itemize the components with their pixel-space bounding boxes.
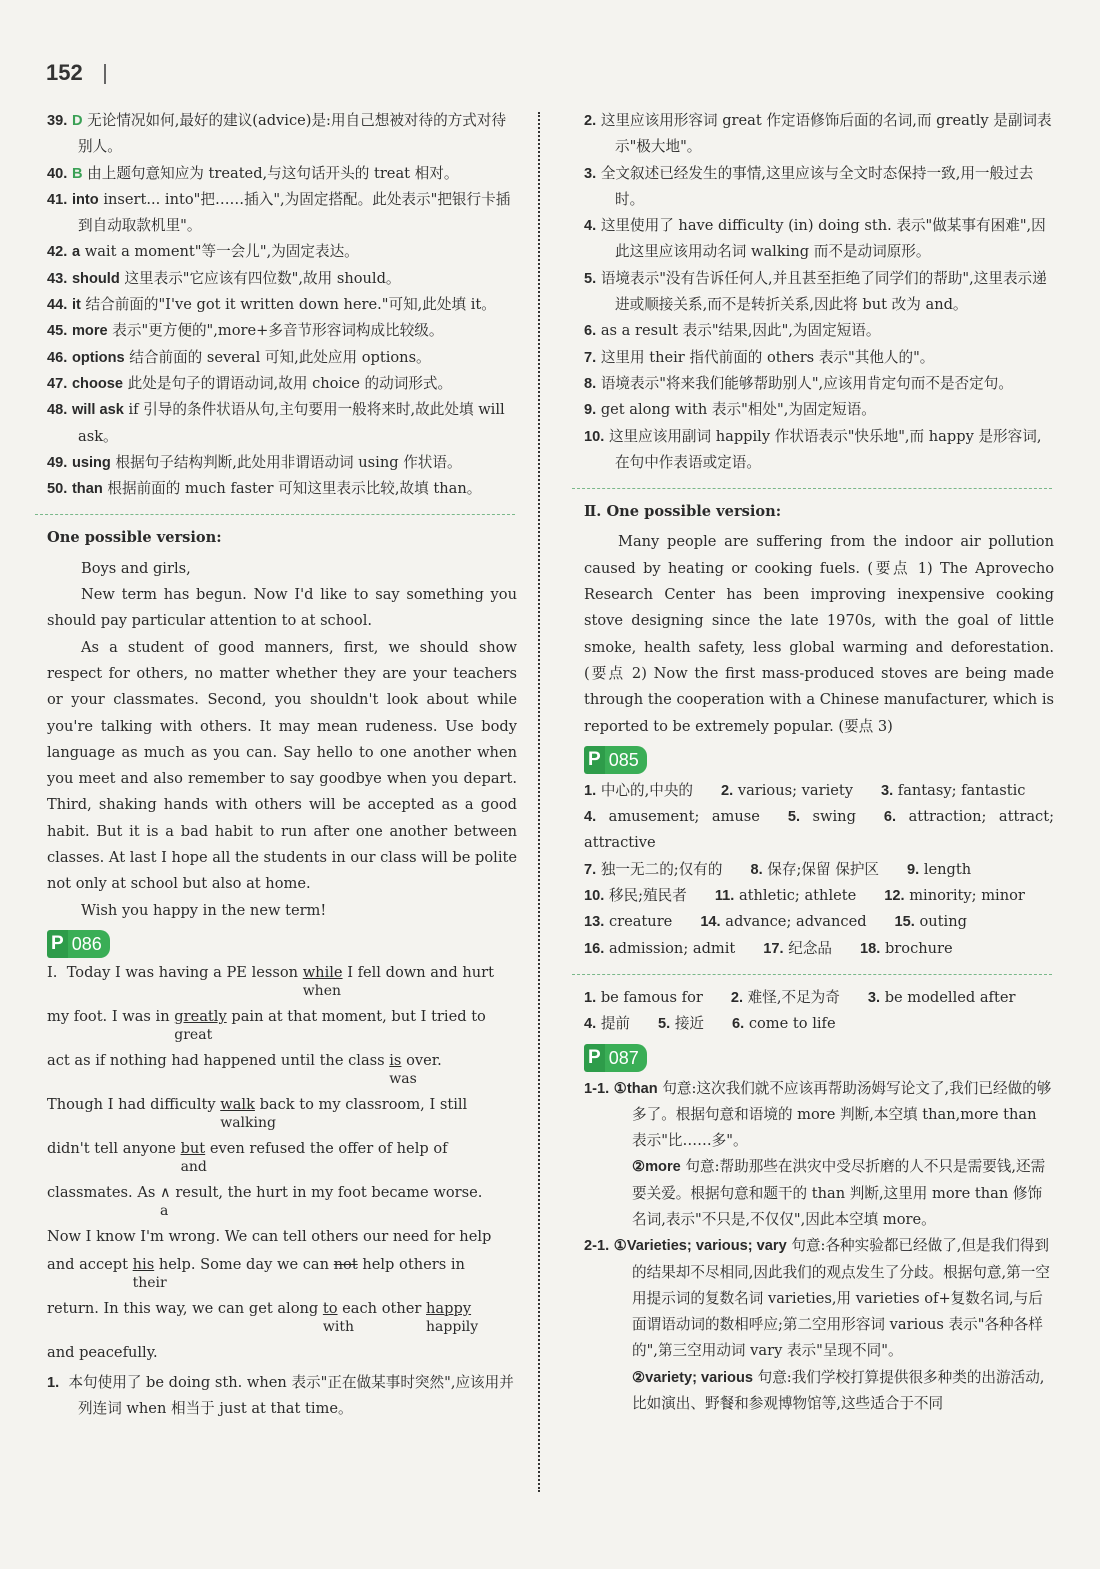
answer-item [47, 318, 517, 344]
note-text: 全文叙述已经发生的事情,这里应该与全文时态保持一致,用一般过去时。 [600, 164, 1034, 208]
vocab-item [584, 887, 701, 904]
column-divider [538, 112, 540, 1492]
phrase-list [584, 985, 1054, 1038]
note-item [584, 161, 1054, 214]
answer-item [47, 345, 517, 371]
vocab-item [584, 940, 749, 957]
vocab-item [584, 913, 686, 930]
writing-text: Many people are suffering from the indoor air pollution caused by heating or cooking fuels. (要点 1) The Aprovecho Research Center has been improving inexpensive cooking stove designing since the late 1970s, with the goal of little smoke, health safety, less global warming and deforestation. (要点 2) Now the first mass-produced stoves are being made through the cooperation with a Chinese manufacturer, which is reported to be extremely popular. (要点 3) [584, 533, 1054, 735]
vocab-text: brochure [884, 939, 953, 957]
tag-label: P [47, 930, 68, 958]
vocab-number: 13. [584, 914, 605, 931]
answer-list [47, 108, 517, 502]
vocab-text: 接近 [674, 1015, 705, 1033]
essay-greeting: Boys and girls, [81, 559, 191, 577]
explanation-item [584, 1154, 1054, 1233]
vocab-text: be famous for [600, 988, 703, 1006]
vocab-row [584, 909, 1054, 935]
vocab-item [788, 808, 870, 825]
error-correction-passage: Ⅰ. Today I was having a PE lesson while when I fell down and hurt my foot. I was in greatly great pain at that moment, but I tried to act as if nothing had happened until the class is was over. Though I had difficulty walk walking back to my classroom, I still didn't tell anyone but and even refused the offer of help of classmates. As ∧ a result, the hurt in my foot became worse. Now I know I'm wrong. We can tell others our need for help and accept his their help. Some day we can not help others in return. In this way, we can get along to with each other happy happily and peacefully. 1. 本句使用了 be doing sth. when 表示"正在做某事时突然",应该用并列连词 when 相当于 just at that time。 [47, 962, 517, 1422]
vocab-number: 4. [584, 809, 597, 826]
vocab-number: 6. [732, 1016, 745, 1033]
vocab-number: 11. [714, 888, 735, 905]
note-item [584, 397, 1054, 423]
note-number: 2. [584, 113, 597, 129]
vocab-number: 16. [584, 940, 605, 957]
item-explanation: 句意:我们学校打算提供很多种类的出游活动,比如演出、野餐和参观博物馆等,这些适合于不同 [632, 1368, 1045, 1413]
answer-item [47, 108, 517, 161]
answer-item [47, 266, 517, 292]
item-answer: ①than [613, 1080, 658, 1097]
vocab-text: athletic; athlete [738, 887, 857, 905]
item-explanation: 句意:帮助那些在洪灾中受尽折磨的人不只是需要钱,还需要关爱。根据句意和题干的 than 判断,这里用 more than 修饰名词,表示"不只是,不仅仅",因此本空填 more。 [632, 1158, 1046, 1228]
note-item [584, 266, 1054, 319]
note-number: 4. [584, 218, 597, 235]
vocab-text: come to life [748, 1015, 836, 1033]
note-text: 语境表示"将来我们能够帮助别人",应该用肯定句而不是否定句。 [600, 374, 1013, 392]
item-answer: ①Varieties; various; vary [613, 1238, 787, 1255]
answer-key: choose [71, 375, 124, 392]
vocab-number: 15. [894, 914, 915, 931]
vocab-item [732, 1015, 850, 1032]
tag-label: P [584, 1044, 605, 1072]
vocab-text: minority; minor [909, 887, 1025, 905]
essay-heading: One possible version: [47, 529, 222, 547]
vocab-text: creature [608, 913, 673, 931]
note-item [584, 371, 1054, 397]
answer-key: than [71, 481, 103, 498]
vocab-number: 9. [907, 861, 920, 878]
item-answer: ②variety; various [632, 1369, 753, 1386]
answer-item [47, 239, 517, 265]
vocab-item [750, 861, 893, 878]
vocab-item [907, 861, 985, 878]
vocab-item [881, 782, 1039, 799]
note-item [584, 318, 1054, 344]
vocab-item [731, 989, 854, 1006]
answer-key: a [71, 244, 81, 261]
answer-explanation: 由上题句意知应为 treated,与这句话开头的 treat 相对。 [87, 164, 459, 182]
answer-key: will ask [71, 402, 124, 419]
insertion-mark: ∧ a [160, 1183, 171, 1219]
answer-number: 50. [47, 481, 68, 498]
explanation-item [584, 1076, 1054, 1155]
answer-key: options [71, 349, 125, 366]
note-number: 8. [584, 375, 597, 392]
vocab-item [860, 940, 967, 957]
answer-number: 46. [47, 349, 68, 366]
item-number: 2-1. [584, 1238, 610, 1255]
corrected-word: to with [322, 1299, 354, 1335]
vocab-item [584, 808, 774, 825]
note-number: 9. [584, 402, 597, 419]
vocab-number: 14. [700, 914, 721, 931]
left-column [47, 108, 517, 1422]
vocab-number: 7. [584, 861, 597, 878]
answer-number: 43. [47, 270, 68, 287]
item-explanation: 句意:这次我们就不应该再帮助汤姆写论文了,我们已经做的够多了。根据句意和语境的 more 判断,本空填 than,more than 表示"比……多"。 [632, 1079, 1052, 1150]
vocab-number: 1. [584, 782, 597, 799]
corrected-word: walk walking [220, 1095, 276, 1131]
section-tag-087 [584, 1044, 647, 1072]
vocab-number: 2. [730, 989, 744, 1006]
answer-explanation: 这里表示"它应该有四位数",故用 should。 [124, 269, 401, 287]
section-tag-086 [47, 930, 110, 958]
vocab-row [584, 985, 1054, 1011]
vocab-item [763, 940, 846, 957]
answer-explanation: wait a moment"等一会儿",为固定表达。 [84, 243, 359, 261]
vocab-text: 移民;殖民者 [608, 887, 687, 905]
vocab-number: 3. [880, 782, 894, 799]
writing-section [584, 499, 1054, 740]
essay-closing: Wish you happy in the new term! [81, 901, 327, 919]
note-number: 10. [584, 428, 605, 445]
vocab-text: admission; admit [608, 939, 736, 957]
item-answer: ②more [632, 1159, 681, 1176]
vocab-text: advance; advanced [725, 913, 867, 931]
vocab-number: 4. [584, 1016, 597, 1033]
answer-number: 39. [47, 113, 68, 129]
answer-item [47, 187, 517, 240]
vocab-item [884, 887, 1039, 904]
corrected-word: greatly great [174, 1007, 227, 1043]
page-number: 152 [46, 60, 83, 85]
vocab-text: length [923, 860, 972, 878]
corrected-word: his their [132, 1255, 167, 1291]
answer-item [47, 161, 517, 187]
vocab-number: 12. [884, 888, 905, 905]
tag-number: 085 [605, 746, 647, 774]
vocab-number: 3. [867, 989, 881, 1006]
vocab-text: 保存;保留 保护区 [767, 860, 880, 878]
note-item [584, 213, 1054, 266]
vocab-item [584, 861, 736, 878]
vocab-item [868, 989, 1030, 1006]
note-item [584, 345, 1054, 371]
vocab-text: 难怪,不足为奇 [747, 988, 840, 1006]
corrected-word: but and [180, 1139, 207, 1175]
answer-explanation: 表示"更方便的",more+多音节形容词构成比较级。 [112, 322, 444, 340]
answer-item [47, 397, 517, 450]
vocab-number: 2. [721, 782, 734, 799]
section-separator [35, 514, 515, 515]
answer-number: 49. [47, 454, 68, 471]
answer-explanation: 结合前面的"I've got it written down here."可知,此处填 it。 [85, 296, 496, 314]
answer-number: 47. [47, 375, 68, 392]
page-number-divider [104, 64, 106, 84]
answer-item [47, 292, 517, 318]
note-text: 这里用 their 指代前面的 others 表示"其他人的"。 [600, 348, 935, 366]
answer-explanation: 此处是句子的谓语动词,故用 choice 的动词形式。 [127, 374, 453, 392]
answer-number: 42. [47, 244, 68, 261]
section-separator [572, 488, 1052, 489]
answer-item [47, 371, 517, 397]
answer-key: B [71, 165, 83, 182]
vocab-number: 10. [584, 888, 605, 905]
vocabulary-list [584, 778, 1054, 962]
vocab-text: be modelled after [884, 988, 1016, 1006]
answer-key: D [71, 113, 83, 129]
item-number: 1-1. [584, 1080, 610, 1097]
essay-paragraph: As a student of good manners, first, we should show respect for others, no matter whether they are your teachers or your classmates. Second, you shouldn't look about while you're talking with others. It may mean rudeness. Use body language as much as you can. Say hello to one another when you meet and also remember to say goodbye when you depart. Third, shaking hands with others will be accepted as a good habit. But it is a bad habit to run after one another between classes. At last I hope all the students in our class will be polite not only at school but also at home. [47, 638, 517, 893]
vocab-item [700, 913, 880, 930]
vocab-row [584, 936, 1054, 962]
vocab-item [584, 1015, 644, 1032]
vocab-row [584, 1011, 1054, 1037]
vocab-text: 独一无二的;仅有的 [600, 860, 723, 878]
note-number: 7. [584, 349, 597, 366]
note-item [584, 108, 1054, 161]
answer-number: 45. [47, 323, 68, 340]
section-separator [572, 974, 1052, 975]
tag-number: 086 [68, 930, 110, 958]
answer-number: 40. [47, 165, 68, 182]
vocab-item [584, 782, 707, 799]
answer-key: should [71, 270, 120, 287]
note-number: 3. [584, 165, 597, 182]
corrected-word: happy happily [426, 1299, 479, 1335]
answer-key: into [71, 191, 99, 208]
vocab-item [895, 913, 981, 930]
note-item: 1. 本句使用了 be doing sth. when 表示"正在做某事时突然",应该用并列连词 when 相当于 just at that time。 [47, 1373, 514, 1417]
note-text: 这里使用了 have difficulty (in) doing sth. 表示"做某事有困难",因此这里应该用动名词 walking 而不是动词原形。 [600, 217, 1046, 261]
answer-item [47, 476, 517, 502]
vocab-number: 5. [787, 809, 801, 826]
deleted-word: not [333, 1255, 358, 1273]
tag-number: 087 [605, 1044, 647, 1072]
vocab-text: 中心的,中央的 [600, 781, 694, 799]
answer-explanation: 无论情况如何,最好的建议(advice)是:用自己想被对待的方式对待别人。 [78, 112, 507, 156]
corrected-word: is was [389, 1051, 417, 1087]
answer-explanation: if 引导的条件状语从句,主句要用一般将来时,故此处填 will ask。 [78, 401, 505, 445]
note-text: 这里应该用形容词 great 作定语修饰后面的名词,而 greatly 是副词表示"极大地"。 [600, 112, 1052, 156]
vocab-number: 18. [860, 940, 881, 957]
answer-number: 41. [47, 191, 68, 208]
answer-explanation: insert... into"把……插入",为固定搭配。此处表示"把银行卡插到自动取款机里"。 [78, 190, 511, 235]
right-column [584, 108, 1054, 1417]
vocab-number: 8. [750, 861, 763, 878]
vocab-number: 5. [658, 1016, 671, 1033]
note-text: 这里应该用副词 happily 作状语表示"快乐地",而 happy 是形容词,在句中作表语或定语。 [608, 427, 1042, 471]
tag-label: P [584, 746, 605, 774]
vocab-number: 1. [584, 989, 597, 1006]
note-item [584, 424, 1054, 477]
explanation-item [584, 1365, 1054, 1418]
vocab-text: various; variety [737, 781, 853, 799]
answer-key: using [71, 454, 111, 471]
corrected-word: while when [302, 963, 343, 999]
answer-explanation: 根据前面的 much faster 可知这里表示比较,故填 than。 [107, 480, 482, 498]
writing-heading: Ⅱ. One possible version: [584, 503, 782, 521]
vocab-row [584, 857, 1054, 883]
answer-explanation: 根据句子结构判断,此处用非谓语动词 using 作状语。 [115, 453, 462, 471]
vocab-number: 6. [883, 809, 897, 826]
vocab-text: outing [919, 913, 967, 931]
vocab-row [584, 883, 1054, 909]
answer-number: 44. [47, 297, 68, 314]
note-number: 6. [584, 323, 597, 340]
note-text: 语境表示"没有告诉任何人,并且甚至拒绝了同学们的帮助",这里表示递进或顺接关系,而不是转折关系,因此将 but 改为 and。 [600, 269, 1047, 314]
vocab-text: attraction; attract; attractive [584, 808, 1054, 852]
answer-key: more [71, 323, 108, 340]
vocab-row [584, 804, 1054, 857]
vocab-item [721, 782, 867, 799]
answer-number: 48. [47, 402, 68, 419]
vocab-text: 提前 [600, 1015, 631, 1033]
note-text: get along with 表示"相处",为固定短语。 [600, 401, 876, 419]
vocab-text: swing [812, 808, 856, 826]
vocab-item [715, 887, 870, 904]
answer-key: it [71, 297, 81, 314]
essay-paragraph: New term has begun. Now I'd like to say something you should pay particular attention to at school. [47, 586, 517, 630]
essay [47, 525, 517, 923]
note-text: as a result 表示"结果,因此",为固定短语。 [600, 322, 881, 340]
section-tag-085 [584, 746, 647, 774]
vocab-number: 17. [763, 940, 784, 957]
vocab-item [584, 989, 717, 1006]
answer-item [47, 450, 517, 476]
item-explanation: 句意:各种实验都已经做了,但是我们得到的结果却不尽相同,因此我们的观点发生了分歧。根据句意,第一空用提示词的复数名词 varieties,用 varieties of+复数名词,与后面谓语动词的数相呼应;第二空用形容词 various 表示"各种各样的",第三空用动词 vary 表示"呈现不同"。 [632, 1237, 1050, 1360]
answer-explanation: 结合前面的 several 可知,此处应用 options。 [129, 348, 431, 366]
vocab-text: fantasy; fantastic [897, 781, 1026, 799]
note-list [584, 108, 1054, 476]
vocab-text: amusement; amuse [608, 808, 760, 826]
explanation-list [584, 1076, 1054, 1418]
explanation-item [584, 1233, 1054, 1364]
vocab-item [658, 1015, 718, 1032]
vocab-text: 纪念品 [788, 939, 833, 957]
vocab-row [584, 778, 1054, 804]
note-number: 5. [584, 270, 597, 287]
